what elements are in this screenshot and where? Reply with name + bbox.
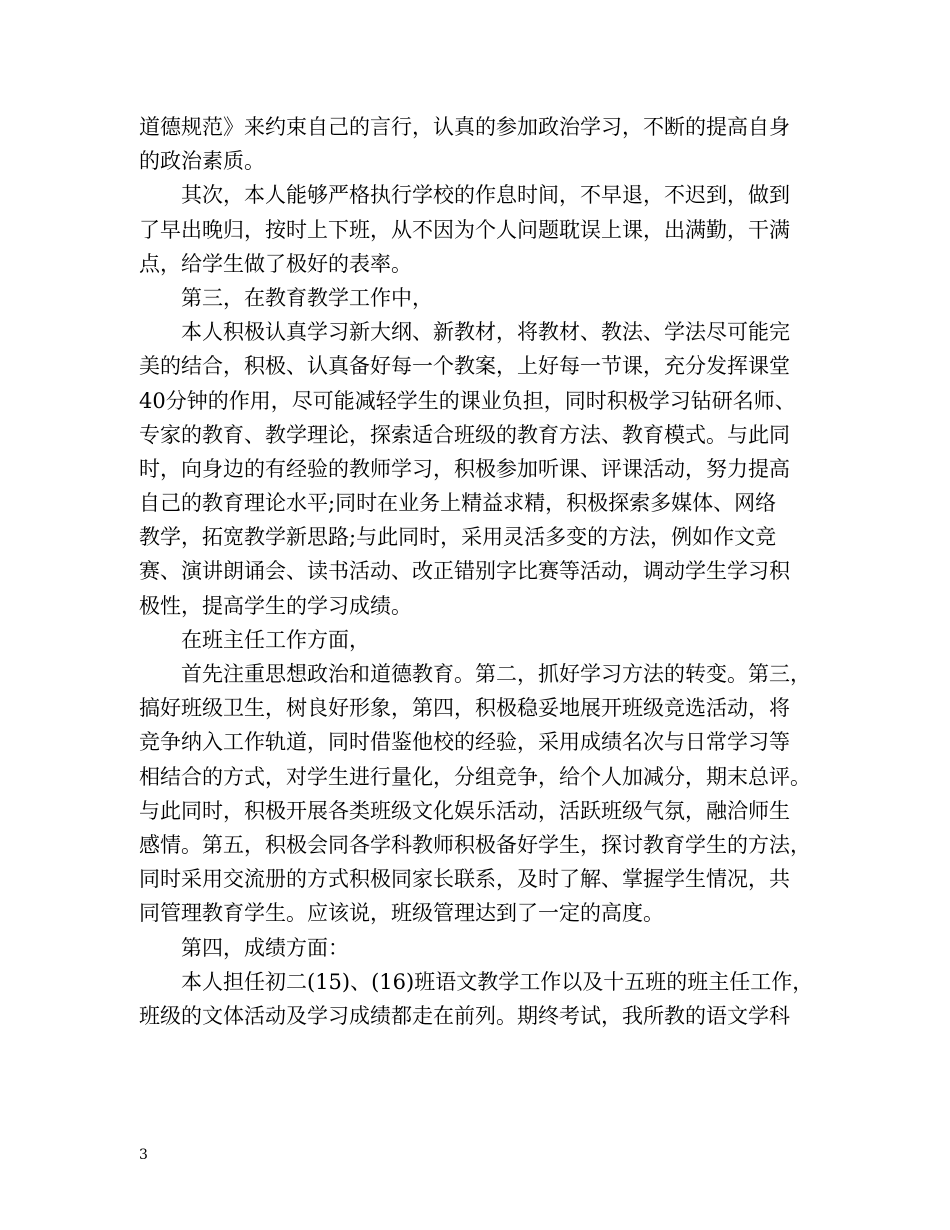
document-body [139,110,829,1033]
text-line: 第三，在教育教学工作中， [181,285,433,310]
text-line: 了早出晚归，按时上下班，从不因为个人问题耽误上课，出满勤，干满 [139,217,790,242]
text-line: 其次，本人能够严格执行学校的作息时间，不早退，不迟到，做到 [181,183,790,208]
page-number: 3 [139,1147,148,1163]
text-line: 班级的文体活动及学习成绩都走在前列。期终考试，我所教的语文学科 [139,1003,790,1028]
text-line: 自己的教育理论水平;同时在业务上精益求精，积极探索多媒体、网络 [139,491,777,516]
text-line: 竞争纳入工作轨道，同时借鉴他校的经验，采用成绩名次与日常学习等 [139,730,790,755]
text-line: 与此同时，积极开展各类班级文化娱乐活动，活跃班级气氛，融洽师生 [139,798,790,823]
text-line: 本人担任初二(15)、(16)班语文教学工作以及十五班的班主任工作， [181,969,814,994]
text-line: 40分钟的作用，尽可能减轻学生的课业负担，同时积极学习钻研名师、 [139,388,796,413]
text-line: 在班主任工作方面， [181,627,370,652]
text-line: 专家的教育、教学理论，探索适合班级的教育方法、教育模式。与此同 [139,422,790,447]
text-line: 搞好班级卫生，树良好形象，第四，积极稳妥地展开班级竞选活动，将 [139,696,790,721]
text-line: 的政治素质。 [139,149,265,174]
text-line: 相结合的方式，对学生进行量化，分组竞争，给个人加减分，期末总评。 [139,764,811,789]
text-line: 本人积极认真学习新大纲、新教材，将教材、教法、学法尽可能完 [181,320,790,345]
text-line: 道德规范》来约束自己的言行，认真的参加政治学习，不断的提高自身 [139,115,790,139]
text-line: 极性，提高学生的学习成绩。 [139,593,412,618]
text-line: 点，给学生做了极好的表率。 [139,251,412,276]
text-line: 第四，成绩方面： [181,935,349,960]
text-line: 赛、演讲朗诵会、读书活动、改正错别字比赛等活动，调动学生学习积 [139,559,790,584]
text-line: 同管理教育学生。应该说，班级管理达到了一定的高度。 [139,901,664,926]
text-line: 感情。第五，积极会同各学科教师积极备好学生，探讨教育学生的方法， [139,832,811,857]
text-line: 首先注重思想政治和道德教育。第二，抓好学习方法的转变。第三， [181,662,811,686]
text-line: 教学，拓宽教学新思路;与此同时，采用灵活多变的方法，例如作文竞 [139,525,777,550]
text-line: 时，向身边的有经验的教师学习，积极参加听课、评课活动，努力提高 [139,456,790,481]
text-line: 美的结合，积极、认真备好每一个教案，上好每一节课，充分发挥课堂 [139,354,790,379]
text-line: 同时采用交流册的方式积极同家长联系，及时了解、掌握学生情况，共 [139,867,790,892]
